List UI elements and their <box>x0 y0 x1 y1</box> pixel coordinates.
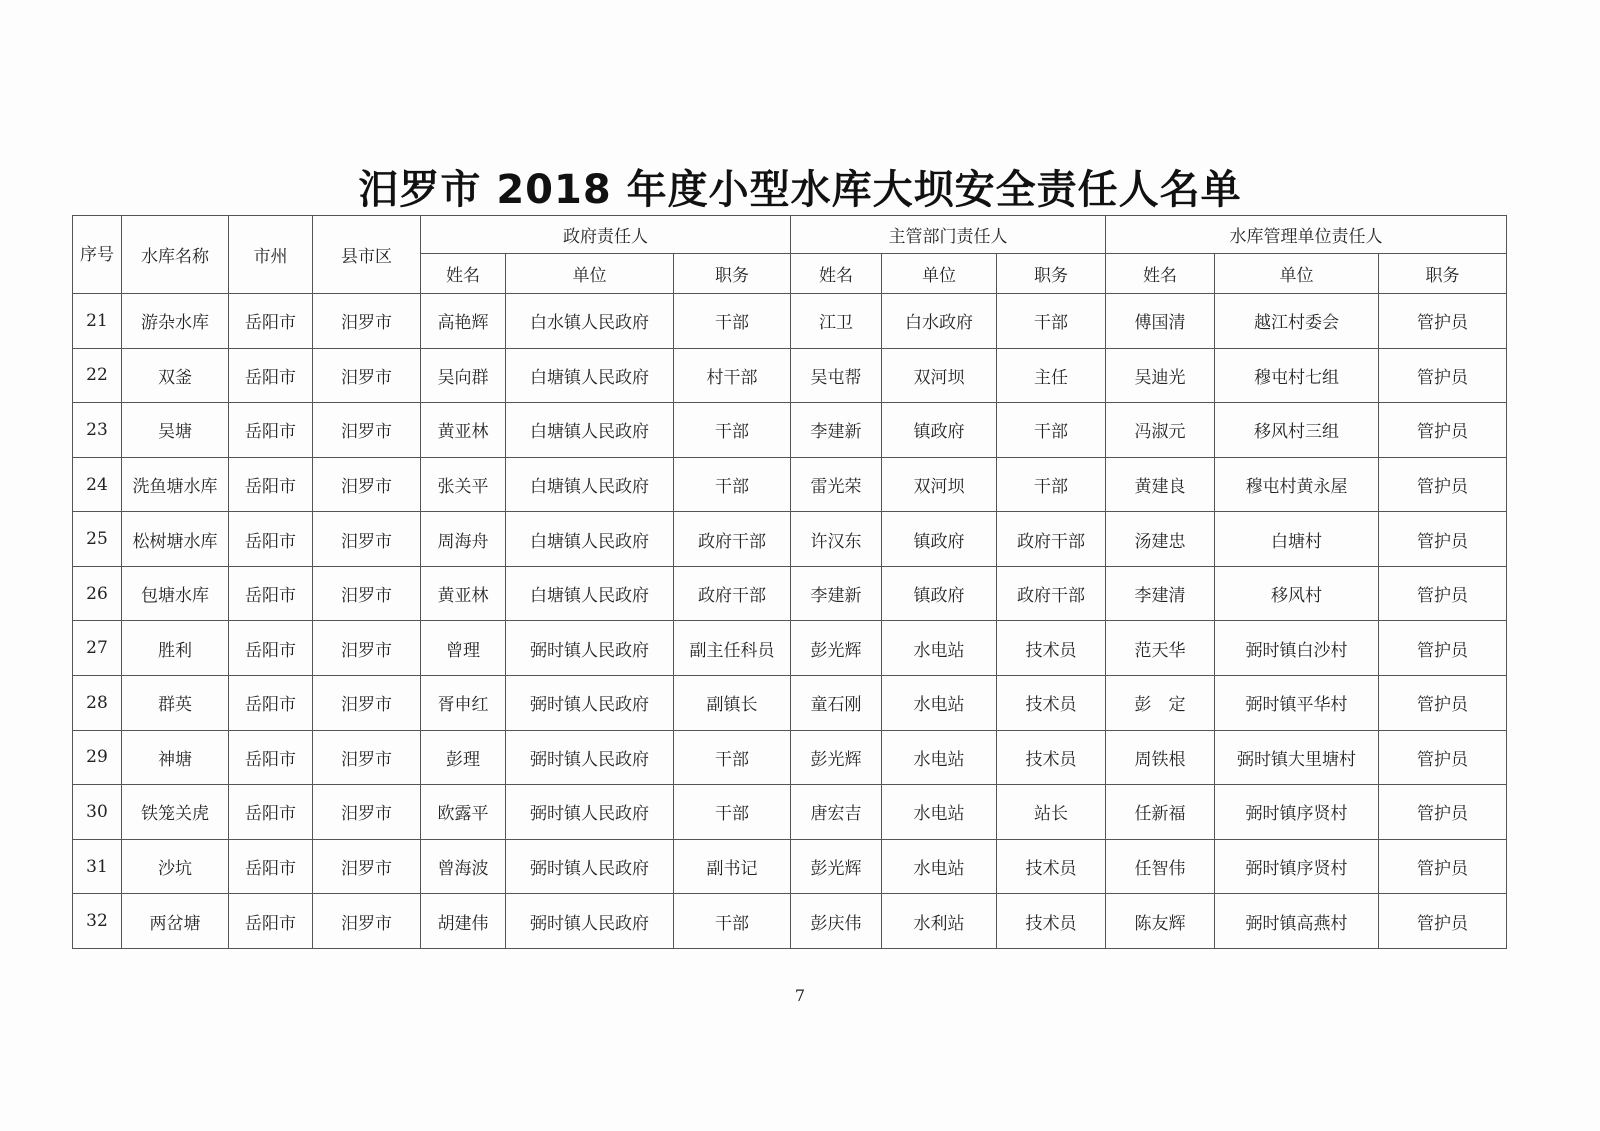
cell-reservoir-name: 沙坑 <box>122 839 229 894</box>
cell-dept-unit: 水电站 <box>882 839 997 894</box>
cell-dept-position: 站长 <box>997 785 1106 840</box>
cell-mgmt-unit: 弼时镇序贤村 <box>1215 785 1379 840</box>
cell-city: 岳阳市 <box>229 894 313 949</box>
cell-county: 汨罗市 <box>313 403 421 458</box>
cell-mgmt-unit: 弼时镇大里塘村 <box>1215 730 1379 785</box>
cell-gov-name: 欧露平 <box>421 785 506 840</box>
cell-city: 岳阳市 <box>229 730 313 785</box>
cell-mgmt-unit: 弼时镇序贤村 <box>1215 839 1379 894</box>
cell-city: 岳阳市 <box>229 512 313 567</box>
cell-mgmt-unit: 白塘村 <box>1215 512 1379 567</box>
cell-gov-unit: 白塘镇人民政府 <box>506 348 674 403</box>
cell-row-number: 29 <box>73 730 122 785</box>
cell-gov-position: 副镇长 <box>674 676 791 731</box>
header-mgmt-position: 职务 <box>1379 254 1507 294</box>
cell-mgmt-name: 傅国清 <box>1106 294 1215 349</box>
cell-mgmt-position: 管护员 <box>1379 348 1507 403</box>
cell-gov-name: 张关平 <box>421 457 506 512</box>
cell-dept-position: 技术员 <box>997 621 1106 676</box>
cell-mgmt-position: 管护员 <box>1379 785 1507 840</box>
header-mgmt-unit: 单位 <box>1215 254 1379 294</box>
cell-dept-name: 童石刚 <box>791 676 882 731</box>
header-mgmt-name: 姓名 <box>1106 254 1215 294</box>
table-row <box>73 621 1507 676</box>
cell-gov-unit: 白塘镇人民政府 <box>506 403 674 458</box>
cell-dept-name: 彭庆伟 <box>791 894 882 949</box>
cell-city: 岳阳市 <box>229 457 313 512</box>
cell-mgmt-name: 彭 定 <box>1106 676 1215 731</box>
cell-dept-name: 吴屯帮 <box>791 348 882 403</box>
cell-county: 汨罗市 <box>313 621 421 676</box>
cell-dept-name: 彭光辉 <box>791 839 882 894</box>
cell-city: 岳阳市 <box>229 403 313 458</box>
page-number: 7 <box>794 986 806 1005</box>
cell-row-number: 32 <box>73 894 122 949</box>
cell-mgmt-name: 陈友辉 <box>1106 894 1215 949</box>
cell-gov-position: 政府干部 <box>674 566 791 621</box>
cell-row-number: 23 <box>73 403 122 458</box>
table-row <box>73 839 1507 894</box>
cell-dept-unit: 镇政府 <box>882 512 997 567</box>
table-row <box>73 894 1507 949</box>
cell-gov-position: 副主任科员 <box>674 621 791 676</box>
table-body <box>73 294 1507 949</box>
cell-gov-position: 干部 <box>674 785 791 840</box>
cell-gov-unit: 白塘镇人民政府 <box>506 566 674 621</box>
cell-gov-position: 干部 <box>674 294 791 349</box>
cell-mgmt-unit: 越江村委会 <box>1215 294 1379 349</box>
cell-dept-unit: 镇政府 <box>882 403 997 458</box>
header-gov-group: 政府责任人 <box>421 216 791 254</box>
cell-mgmt-unit: 移风村三组 <box>1215 403 1379 458</box>
cell-mgmt-name: 任智伟 <box>1106 839 1215 894</box>
cell-dept-name: 李建新 <box>791 566 882 621</box>
cell-gov-name: 高艳辉 <box>421 294 506 349</box>
cell-mgmt-unit: 穆屯村七组 <box>1215 348 1379 403</box>
cell-mgmt-position: 管护员 <box>1379 294 1507 349</box>
header-no: 序号 <box>73 216 122 294</box>
cell-gov-position: 干部 <box>674 403 791 458</box>
cell-gov-unit: 白水镇人民政府 <box>506 294 674 349</box>
cell-gov-unit: 弼时镇人民政府 <box>506 785 674 840</box>
cell-mgmt-position: 管护员 <box>1379 457 1507 512</box>
cell-county: 汨罗市 <box>313 730 421 785</box>
cell-dept-position: 政府干部 <box>997 512 1106 567</box>
cell-mgmt-name: 范天华 <box>1106 621 1215 676</box>
cell-city: 岳阳市 <box>229 839 313 894</box>
cell-dept-position: 主任 <box>997 348 1106 403</box>
cell-county: 汨罗市 <box>313 839 421 894</box>
table-row <box>73 294 1507 349</box>
cell-dept-unit: 水电站 <box>882 676 997 731</box>
cell-gov-unit: 弼时镇人民政府 <box>506 730 674 785</box>
cell-gov-name: 胡建伟 <box>421 894 506 949</box>
table-row <box>73 566 1507 621</box>
cell-dept-unit: 双河坝 <box>882 457 997 512</box>
header-dept-position: 职务 <box>997 254 1106 294</box>
header-county: 县市区 <box>313 216 421 294</box>
cell-dept-name: 江卫 <box>791 294 882 349</box>
document-title: 汨罗市 2018 年度小型水库大坝安全责任人名单 <box>358 167 1242 213</box>
cell-dept-position: 政府干部 <box>997 566 1106 621</box>
table-row <box>73 403 1507 458</box>
table-row <box>73 730 1507 785</box>
header-city: 市州 <box>229 216 313 294</box>
cell-reservoir-name: 神塘 <box>122 730 229 785</box>
cell-gov-name: 曾理 <box>421 621 506 676</box>
cell-gov-unit: 白塘镇人民政府 <box>506 457 674 512</box>
cell-dept-unit: 镇政府 <box>882 566 997 621</box>
cell-reservoir-name: 洗鱼塘水库 <box>122 457 229 512</box>
cell-mgmt-position: 管护员 <box>1379 621 1507 676</box>
cell-gov-name: 周海舟 <box>421 512 506 567</box>
cell-county: 汨罗市 <box>313 457 421 512</box>
cell-mgmt-name: 李建清 <box>1106 566 1215 621</box>
cell-dept-unit: 双河坝 <box>882 348 997 403</box>
cell-county: 汨罗市 <box>313 894 421 949</box>
cell-mgmt-position: 管护员 <box>1379 676 1507 731</box>
cell-mgmt-unit: 穆屯村黄永屋 <box>1215 457 1379 512</box>
cell-gov-unit: 弼时镇人民政府 <box>506 839 674 894</box>
cell-gov-name: 胥申红 <box>421 676 506 731</box>
header-dept-group: 主管部门责任人 <box>791 216 1106 254</box>
cell-mgmt-unit: 弼时镇高燕村 <box>1215 894 1379 949</box>
cell-dept-position: 技术员 <box>997 676 1106 731</box>
header-gov-unit: 单位 <box>506 254 674 294</box>
cell-city: 岳阳市 <box>229 785 313 840</box>
cell-gov-position: 干部 <box>674 730 791 785</box>
cell-gov-position: 村干部 <box>674 348 791 403</box>
cell-dept-position: 干部 <box>997 294 1106 349</box>
header-dept-unit: 单位 <box>882 254 997 294</box>
cell-mgmt-position: 管护员 <box>1379 566 1507 621</box>
cell-row-number: 30 <box>73 785 122 840</box>
cell-row-number: 25 <box>73 512 122 567</box>
cell-reservoir-name: 双釜 <box>122 348 229 403</box>
cell-mgmt-position: 管护员 <box>1379 512 1507 567</box>
cell-gov-unit: 弼时镇人民政府 <box>506 676 674 731</box>
cell-county: 汨罗市 <box>313 566 421 621</box>
cell-county: 汨罗市 <box>313 348 421 403</box>
cell-dept-name: 彭光辉 <box>791 730 882 785</box>
cell-dept-position: 干部 <box>997 403 1106 458</box>
cell-mgmt-position: 管护员 <box>1379 403 1507 458</box>
cell-city: 岳阳市 <box>229 566 313 621</box>
cell-gov-position: 副书记 <box>674 839 791 894</box>
cell-county: 汨罗市 <box>313 676 421 731</box>
cell-gov-unit: 弼时镇人民政府 <box>506 621 674 676</box>
cell-gov-name: 彭理 <box>421 730 506 785</box>
cell-mgmt-unit: 弼时镇白沙村 <box>1215 621 1379 676</box>
cell-row-number: 28 <box>73 676 122 731</box>
header-mgmt-group: 水库管理单位责任人 <box>1106 216 1507 254</box>
header-dept-name: 姓名 <box>791 254 882 294</box>
cell-reservoir-name: 群英 <box>122 676 229 731</box>
cell-gov-name: 吴向群 <box>421 348 506 403</box>
cell-dept-position: 技术员 <box>997 894 1106 949</box>
cell-county: 汨罗市 <box>313 785 421 840</box>
header-gov-position: 职务 <box>674 254 791 294</box>
cell-row-number: 24 <box>73 457 122 512</box>
header-gov-name: 姓名 <box>421 254 506 294</box>
cell-gov-name: 黄亚林 <box>421 403 506 458</box>
cell-mgmt-position: 管护员 <box>1379 730 1507 785</box>
cell-gov-unit: 白塘镇人民政府 <box>506 512 674 567</box>
cell-dept-name: 唐宏吉 <box>791 785 882 840</box>
header-row-group <box>73 216 1507 254</box>
cell-county: 汨罗市 <box>313 294 421 349</box>
cell-mgmt-name: 任新福 <box>1106 785 1215 840</box>
cell-mgmt-unit: 移风村 <box>1215 566 1379 621</box>
cell-gov-name: 曾海波 <box>421 839 506 894</box>
cell-dept-name: 许汉东 <box>791 512 882 567</box>
cell-dept-name: 雷光荣 <box>791 457 882 512</box>
cell-reservoir-name: 铁笼关虎 <box>122 785 229 840</box>
cell-reservoir-name: 胜利 <box>122 621 229 676</box>
cell-dept-position: 技术员 <box>997 730 1106 785</box>
cell-gov-unit: 弼时镇人民政府 <box>506 894 674 949</box>
cell-dept-name: 彭光辉 <box>791 621 882 676</box>
cell-reservoir-name: 松树塘水库 <box>122 512 229 567</box>
cell-mgmt-unit: 弼时镇平华村 <box>1215 676 1379 731</box>
cell-row-number: 27 <box>73 621 122 676</box>
cell-dept-unit: 水利站 <box>882 894 997 949</box>
cell-row-number: 21 <box>73 294 122 349</box>
cell-row-number: 31 <box>73 839 122 894</box>
cell-dept-position: 干部 <box>997 457 1106 512</box>
table-row <box>73 348 1507 403</box>
cell-row-number: 22 <box>73 348 122 403</box>
cell-gov-name: 黄亚林 <box>421 566 506 621</box>
cell-mgmt-position: 管护员 <box>1379 894 1507 949</box>
cell-mgmt-name: 汤建忠 <box>1106 512 1215 567</box>
cell-mgmt-name: 黄建良 <box>1106 457 1215 512</box>
table-row <box>73 457 1507 512</box>
cell-reservoir-name: 两岔塘 <box>122 894 229 949</box>
cell-gov-position: 干部 <box>674 457 791 512</box>
cell-row-number: 26 <box>73 566 122 621</box>
cell-city: 岳阳市 <box>229 348 313 403</box>
cell-county: 汨罗市 <box>313 512 421 567</box>
header-reservoir: 水库名称 <box>122 216 229 294</box>
cell-dept-unit: 白水政府 <box>882 294 997 349</box>
cell-gov-position: 干部 <box>674 894 791 949</box>
cell-city: 岳阳市 <box>229 621 313 676</box>
table-row <box>73 512 1507 567</box>
cell-dept-unit: 水电站 <box>882 730 997 785</box>
cell-city: 岳阳市 <box>229 676 313 731</box>
cell-city: 岳阳市 <box>229 294 313 349</box>
cell-dept-unit: 水电站 <box>882 621 997 676</box>
cell-mgmt-name: 周铁根 <box>1106 730 1215 785</box>
cell-mgmt-position: 管护员 <box>1379 839 1507 894</box>
cell-dept-position: 技术员 <box>997 839 1106 894</box>
cell-mgmt-name: 冯淑元 <box>1106 403 1215 458</box>
cell-gov-position: 政府干部 <box>674 512 791 567</box>
cell-reservoir-name: 吴塘 <box>122 403 229 458</box>
cell-reservoir-name: 游杂水库 <box>122 294 229 349</box>
table-row <box>73 785 1507 840</box>
cell-mgmt-name: 吴迪光 <box>1106 348 1215 403</box>
cell-reservoir-name: 包塘水库 <box>122 566 229 621</box>
table-row <box>73 676 1507 731</box>
cell-dept-unit: 水电站 <box>882 785 997 840</box>
responsibility-table <box>72 215 1507 949</box>
cell-dept-name: 李建新 <box>791 403 882 458</box>
